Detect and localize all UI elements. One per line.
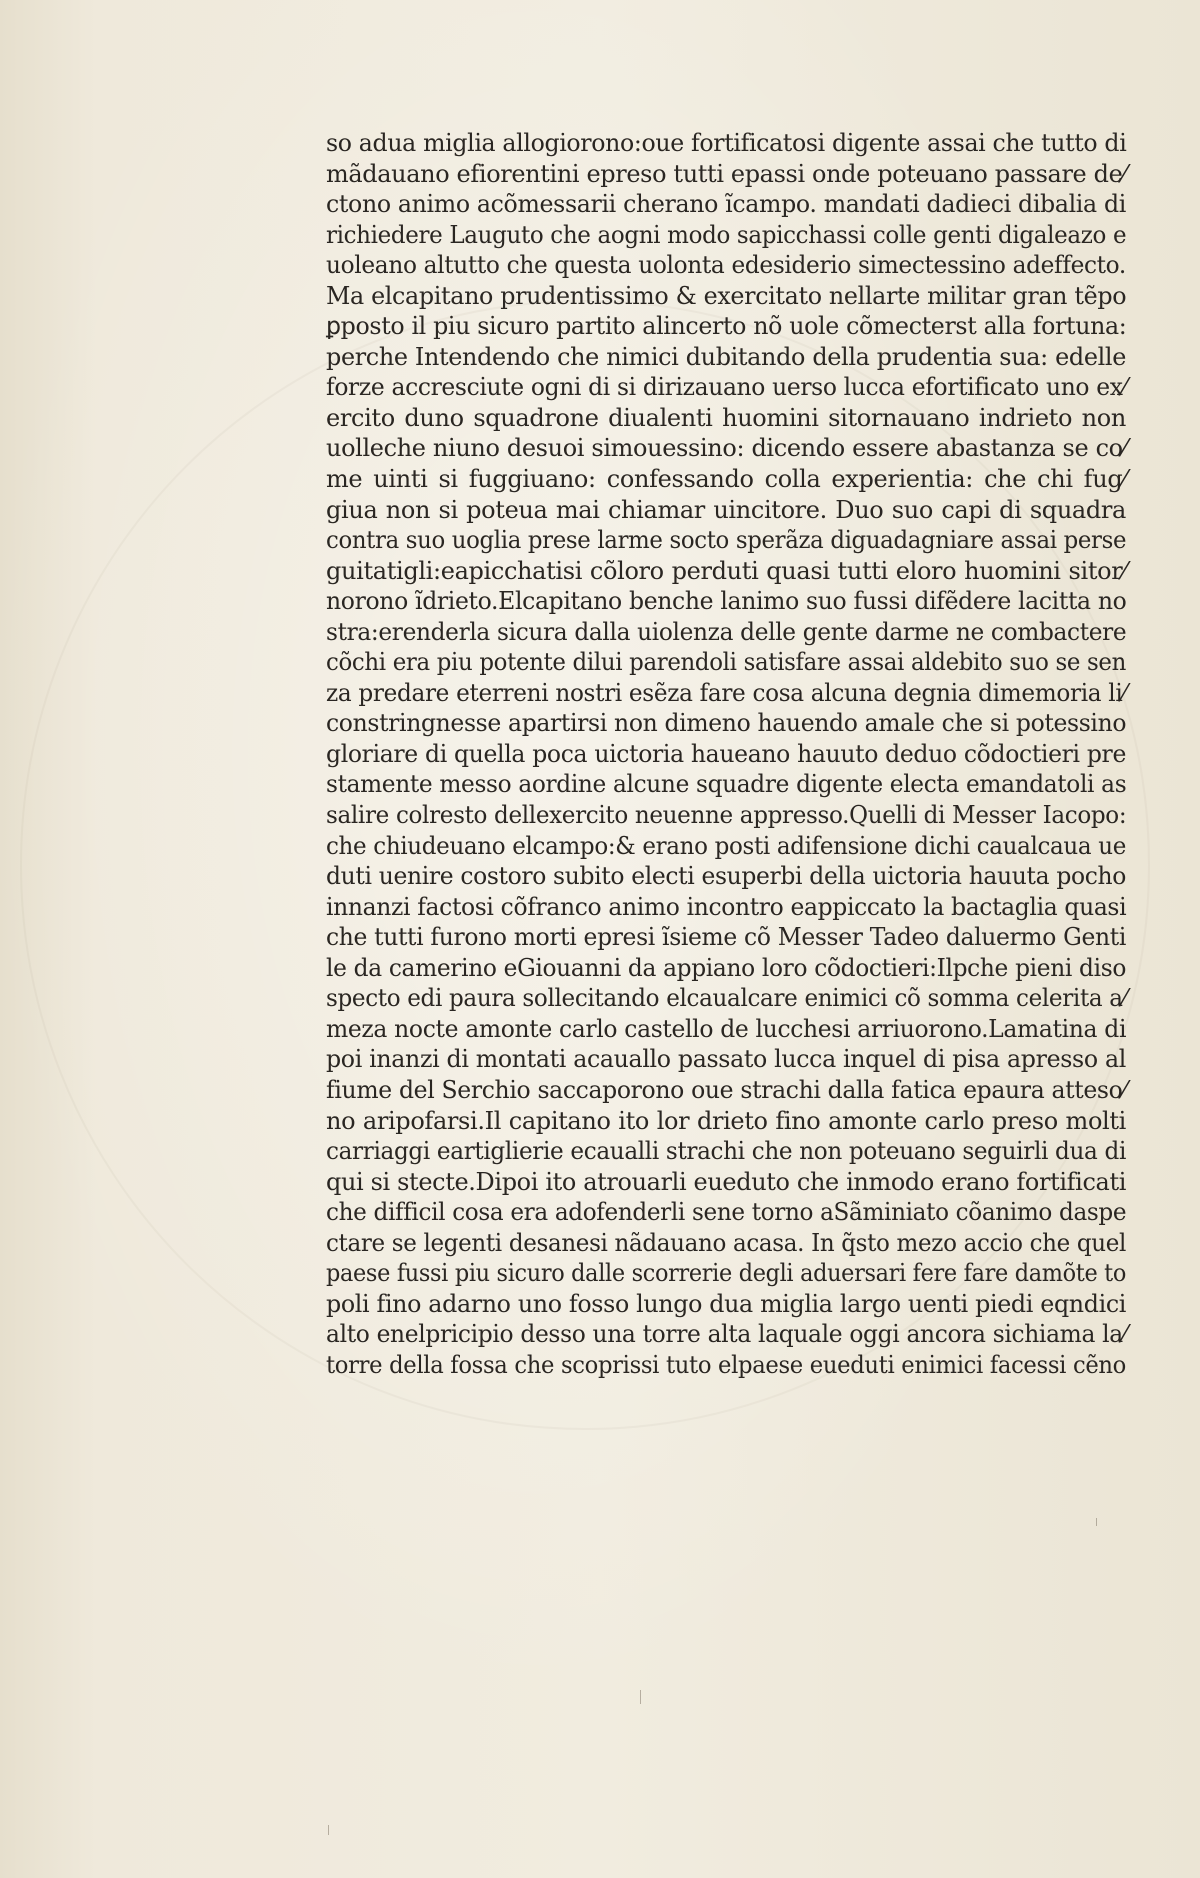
text-line-21: gloriare di quella poca uictoria haueano hauuto deduo cõdoctieri pre [326,739,1127,768]
text-line-35: qui si stecte.Dipoi ito atrouarli eueduto che inmodo erano fortificati [326,1167,1127,1196]
text-line-6: Ma elcapitano prudentissimo & exercitato nellarte militar gran tẽpo [326,281,1127,310]
text-line-24: che chiudeuano elcampo:& erano posti adifensione dichi caualcaua ue [326,831,1127,860]
text-line-18: cõchi era piu potente dilui parendoli satisfare assai aldebito suo se sen [326,648,1127,677]
text-line-10: ercito duno squadrone diualenti huomini sitornauano indrieto non [326,403,1126,432]
text-line-1: so adua miglia allogiorono:oue fortificatosi digente assai che tutto di [326,129,1127,157]
ruling-mark [640,1690,641,1704]
text-line-25: duti uenire costoro subito electi esuperbi della uictoria hauuta pocho [326,862,1126,891]
text-line-4: richiedere Lauguto che aogni modo sapicchassi colle genti digaleazo e [326,220,1127,249]
text-line-23: salire colresto dellexercito neuenne appresso.Quelli di Messer Iacopo: [326,801,1127,830]
text-line-14: contra suo uoglia prese larme socto sperãza diguadagniare assai perse [326,526,1127,555]
text-line-5: uoleano altutto che questa uolonta edesiderio simectessino adeffecto. [326,251,1126,280]
text-line-37: ctare se legenti desanesi nãdauano acasa. In q̃sto mezo accio che quel [326,1228,1127,1257]
text-line-32: fiume del Serchio saccaporono oue strachi dalla fatica epaura atteso⁄ [326,1075,1127,1104]
text-line-8: perche Intendendo che nimici dubitando della prudentia sua: edelle [326,342,1126,371]
text-line-27: che tutti furono morti epresi ĩsieme cõ Messer Tadeo daluermo Genti [326,923,1126,952]
text-line-16: norono ĩdrieto.Elcapitano benche lanimo suo fussi difẽdere lacitta no [326,587,1127,616]
text-line-7: ꝑposto il piu sicuro partito alincerto nõ uole cõmecterst alla fortuna: [326,312,1127,341]
text-line-15: guitatigli:eapicchatisi cõloro perduti quasi tutti eloro huomini sitor⁄ [326,556,1126,585]
text-line-9: forze accresciute ogni di si dirizauano uerso lucca efortificato uno ex⁄ [326,373,1127,402]
text-line-28: le da camerino eGiouanni da appiano loro cõdoctieri:Ilpche pieni diso [326,953,1127,982]
text-line-30: meza nocte amonte carlo castello de lucchesi arriuorono.Lamatina di [326,1014,1127,1043]
text-line-20: constringnesse apartirsi non dimeno hauendo amale che si potessino [326,709,1127,738]
text-line-11: uolleche niuno desuoi simouessino: dicendo essere abastanza se co⁄ [326,434,1127,463]
text-line-40: alto enelpricipio desso una torre alta laquale oggi ancora sichiama la⁄ [326,1320,1127,1349]
text-line-12: me uinti si fuggiuano: confessando colla experientia: che chi fug⁄ [326,465,1126,494]
text-line-13: giua non si poteua mai chiamar uincitore. Duo suo capi di squadra [326,495,1126,524]
text-line-34: carriaggi eartiglierie ecaualli strachi che non poteuano seguirli dua di [326,1137,1127,1166]
text-line-38: paese fussi piu sicuro dalle scorrerie degli aduersari fere fare damõte to [326,1259,1126,1288]
text-line-19: za predare eterreni nostri esẽza fare cosa alcuna degnia dimemoria li⁄ [326,678,1126,707]
text-line-29: specto edi paura sollecitando elcaualcare enimici cõ somma celerita a⁄ [326,984,1127,1013]
text-line-17: stra:erenderla sicura dalla uiolenza delle gente darme ne combactere [326,617,1127,646]
text-line-39: poli fino adarno uno fosso lungo dua miglia largo uenti piedi eqndici [326,1289,1127,1318]
text-line-22: stamente messo aordine alcune squadre digente electa emandatoli as [326,770,1127,799]
text-line-41: torre della fossa che scoprissi tuto elpaese eueduti enimici facessi cẽno [326,1350,1126,1379]
text-line-2: mãdauano efiorentini epreso tutti epassi onde poteuano passare de⁄ [326,159,1127,188]
text-line-26: innanzi factosi cõfranco animo incontro eappiccato la bactaglia quasi [326,892,1127,921]
text-line-31: poi inanzi di montati acauallo passato lucca inquel di pisa apresso al [326,1045,1126,1074]
text-line-36: che difficil cosa era adofenderli sene torno aSãminiato cõanimo daspe [326,1198,1127,1227]
text-line-33: no aripofarsi.Il capitano ito lor drieto fino amonte carlo preso molti [326,1106,1126,1135]
ruling-mark [1096,1518,1097,1526]
ruling-mark [328,1825,329,1835]
text-line-3: ctono animo acõmessarii cherano ĩcampo. mandati dadieci dibalia di [326,190,1126,219]
text-block [326,128,1126,1380]
